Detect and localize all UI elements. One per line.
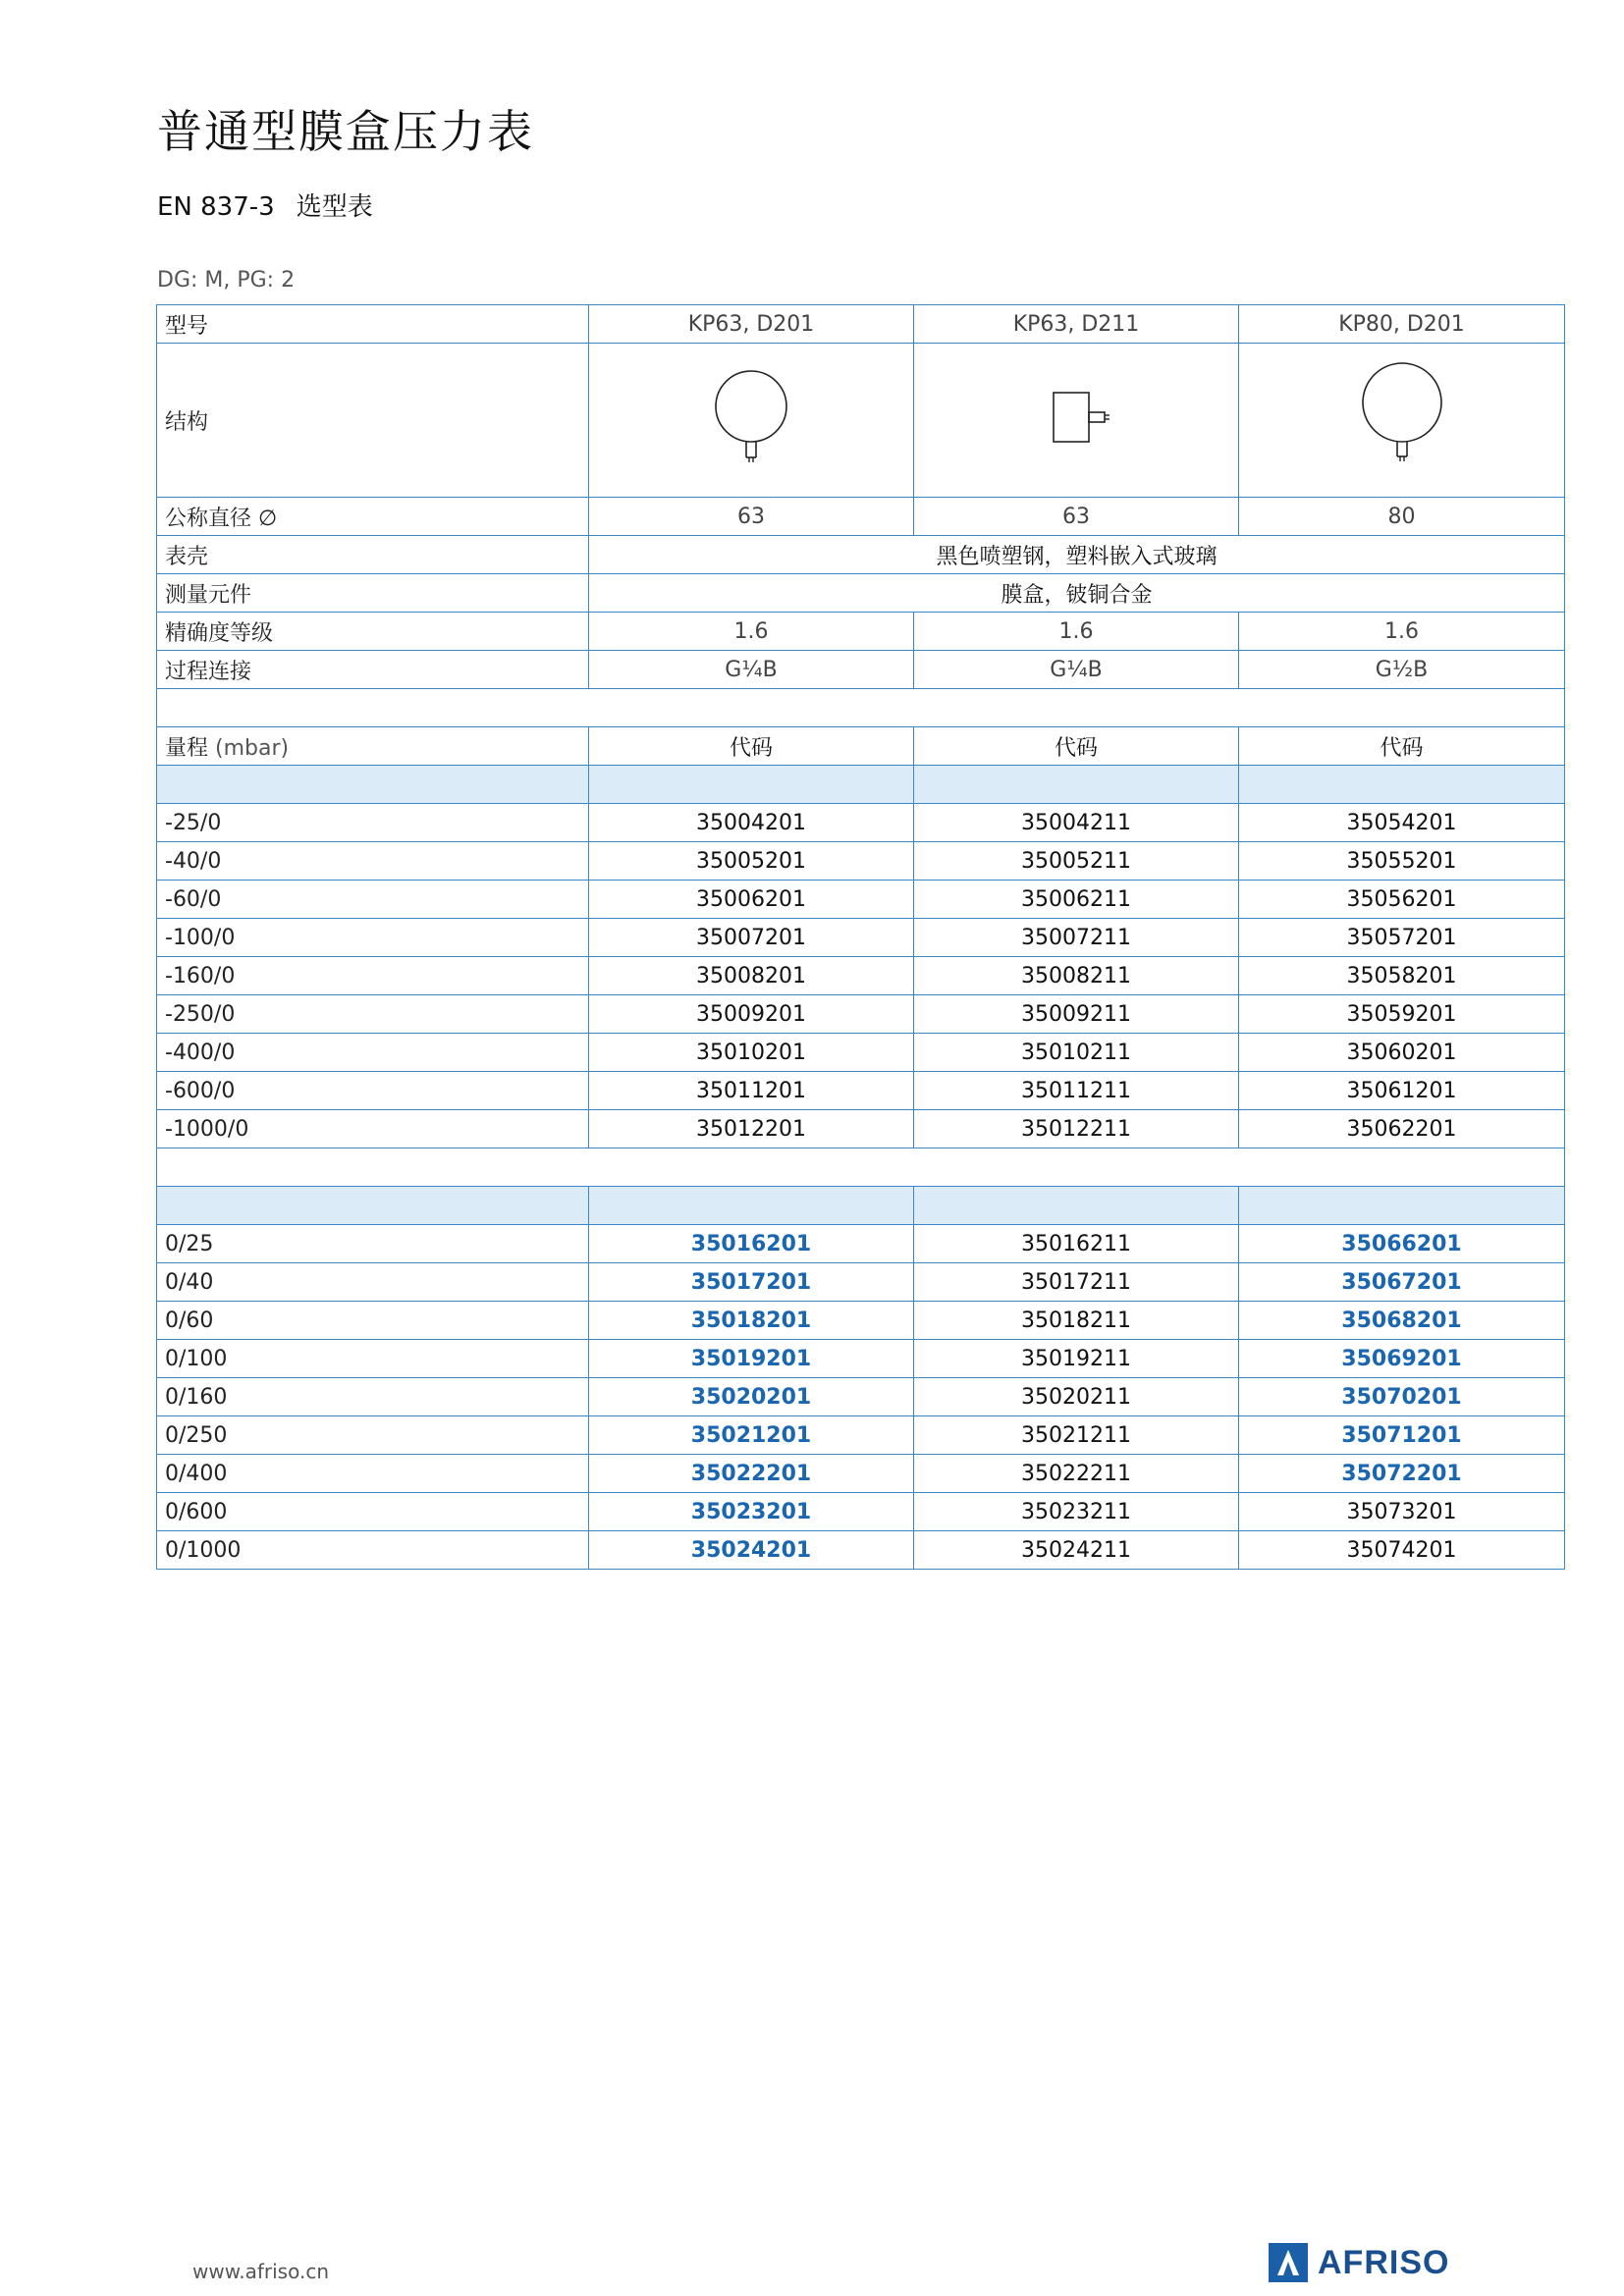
model-cell: KP63, D201 <box>589 305 914 344</box>
page-title: 普通型膜盒压力表 <box>157 105 534 158</box>
range-unit: (mbar) <box>215 735 290 761</box>
range-value: 0/600 <box>157 1493 589 1531</box>
range-row <box>157 881 1565 919</box>
product-code: 35073201 <box>1239 1493 1565 1531</box>
product-code: 35005211 <box>914 842 1239 881</box>
range-value: -40/0 <box>157 842 589 881</box>
range-value: 0/400 <box>157 1455 589 1493</box>
diameter-cell: 63 <box>589 498 914 536</box>
product-code: 35062201 <box>1239 1110 1565 1148</box>
product-code: 35017211 <box>914 1263 1239 1302</box>
product-code: 35010211 <box>914 1034 1239 1072</box>
product-code: 35019201 <box>589 1340 914 1378</box>
structure-cell <box>914 344 1239 498</box>
product-code: 35006211 <box>914 881 1239 919</box>
spacer-row <box>157 689 1565 727</box>
product-code: 35021201 <box>589 1416 914 1455</box>
range-value: 0/25 <box>157 1225 589 1263</box>
shade-cell <box>914 766 1239 804</box>
shade-cell <box>914 1187 1239 1225</box>
bottom-connection-gauge-icon <box>707 363 795 471</box>
product-code: 35011201 <box>589 1072 914 1110</box>
product-code: 35008201 <box>589 957 914 995</box>
section-shade-row <box>157 766 1565 804</box>
product-code: 35022211 <box>914 1455 1239 1493</box>
structure-row <box>157 344 1565 498</box>
range-value: -250/0 <box>157 995 589 1034</box>
product-code: 35054201 <box>1239 804 1565 842</box>
afriso-triangle-logo-icon <box>1269 2243 1308 2282</box>
case-row <box>157 536 1565 574</box>
product-code: 35057201 <box>1239 919 1565 957</box>
range-header-row <box>157 727 1565 766</box>
diameter-cell: 63 <box>914 498 1239 536</box>
range-value: -100/0 <box>157 919 589 957</box>
range-value: -1000/0 <box>157 1110 589 1148</box>
product-code: 35024201 <box>589 1531 914 1570</box>
section-shade-row <box>157 1187 1565 1225</box>
range-row <box>157 842 1565 881</box>
product-code: 35011211 <box>914 1072 1239 1110</box>
product-code: 35009201 <box>589 995 914 1034</box>
model-row <box>157 305 1565 344</box>
range-row <box>157 1378 1565 1416</box>
row-label: 公称直径 ∅ <box>157 498 589 536</box>
code-header: 代码 <box>589 727 914 766</box>
range-row <box>157 1034 1565 1072</box>
product-code: 35016201 <box>589 1225 914 1263</box>
spacer-cell <box>157 1148 1565 1187</box>
product-code: 35012201 <box>589 1110 914 1148</box>
product-code: 35024211 <box>914 1531 1239 1570</box>
product-code: 35020201 <box>589 1378 914 1416</box>
product-code: 35007201 <box>589 919 914 957</box>
meta-line: DG: M, PG: 2 <box>157 268 296 293</box>
range-row <box>157 1531 1565 1570</box>
product-code: 35058201 <box>1239 957 1565 995</box>
product-code: 35061201 <box>1239 1072 1565 1110</box>
range-row <box>157 1072 1565 1110</box>
diameter-row <box>157 498 1565 536</box>
case-value: 黑色喷塑钢，塑料嵌入式玻璃 <box>589 536 1565 574</box>
product-code: 35021211 <box>914 1416 1239 1455</box>
range-label: 量程 <box>165 735 209 761</box>
range-header-label <box>157 727 589 766</box>
element-row <box>157 574 1565 613</box>
range-value: 0/60 <box>157 1302 589 1340</box>
page-subtitle <box>157 187 373 223</box>
diameter-cell: 80 <box>1239 498 1565 536</box>
row-label: 过程连接 <box>157 651 589 689</box>
product-code: 35017201 <box>589 1263 914 1302</box>
range-value: 0/250 <box>157 1416 589 1455</box>
footer-url: www.afriso.cn <box>192 2260 330 2283</box>
range-row <box>157 957 1565 995</box>
connection-cell: G¼B <box>589 651 914 689</box>
product-code: 35009211 <box>914 995 1239 1034</box>
range-row <box>157 919 1565 957</box>
product-code: 35020211 <box>914 1378 1239 1416</box>
range-row <box>157 995 1565 1034</box>
structure-cell <box>589 344 914 498</box>
row-label: 表壳 <box>157 536 589 574</box>
back-connection-gauge-icon <box>1032 363 1120 471</box>
code-header: 代码 <box>914 727 1239 766</box>
product-code: 35070201 <box>1239 1378 1565 1416</box>
range-value: 0/40 <box>157 1263 589 1302</box>
range-value: 0/1000 <box>157 1531 589 1570</box>
product-code: 35019211 <box>914 1340 1239 1378</box>
shade-cell <box>1239 1187 1565 1225</box>
product-code: 35074201 <box>1239 1531 1565 1570</box>
product-code: 35022201 <box>589 1455 914 1493</box>
accuracy-cell: 1.6 <box>589 613 914 651</box>
product-code: 35067201 <box>1239 1263 1565 1302</box>
standard-label: EN 837-3 <box>157 192 275 222</box>
range-row <box>157 1302 1565 1340</box>
product-code: 35004211 <box>914 804 1239 842</box>
range-value: -160/0 <box>157 957 589 995</box>
accuracy-cell: 1.6 <box>1239 613 1565 651</box>
range-value: -60/0 <box>157 881 589 919</box>
structure-cell <box>1239 344 1565 498</box>
range-value: 0/160 <box>157 1378 589 1416</box>
range-row <box>157 1340 1565 1378</box>
product-code: 35056201 <box>1239 881 1565 919</box>
product-code: 35072201 <box>1239 1455 1565 1493</box>
range-row <box>157 1493 1565 1531</box>
row-label: 测量元件 <box>157 574 589 613</box>
shade-cell <box>1239 766 1565 804</box>
product-code: 35016211 <box>914 1225 1239 1263</box>
range-value: -400/0 <box>157 1034 589 1072</box>
product-code: 35004201 <box>589 804 914 842</box>
accuracy-cell: 1.6 <box>914 613 1239 651</box>
product-code: 35012211 <box>914 1110 1239 1148</box>
range-row <box>157 1263 1565 1302</box>
product-code: 35069201 <box>1239 1340 1565 1378</box>
element-value: 膜盒，铍铜合金 <box>589 574 1565 613</box>
bottom-connection-gauge-large-icon <box>1353 358 1451 476</box>
spacer-cell <box>157 689 1565 727</box>
afriso-logo <box>1269 2243 1449 2282</box>
product-code: 35059201 <box>1239 995 1565 1034</box>
product-code: 35023201 <box>589 1493 914 1531</box>
connection-cell: G½B <box>1239 651 1565 689</box>
shade-cell <box>589 766 914 804</box>
product-code: 35010201 <box>589 1034 914 1072</box>
model-cell: KP80, D201 <box>1239 305 1565 344</box>
product-code: 35008211 <box>914 957 1239 995</box>
selection-table <box>156 304 1565 1570</box>
code-header: 代码 <box>1239 727 1565 766</box>
range-row <box>157 1110 1565 1148</box>
product-code: 35071201 <box>1239 1416 1565 1455</box>
range-row <box>157 1455 1565 1493</box>
product-code: 35006201 <box>589 881 914 919</box>
shade-cell <box>157 766 589 804</box>
range-value: 0/100 <box>157 1340 589 1378</box>
range-row <box>157 1225 1565 1263</box>
row-label: 精确度等级 <box>157 613 589 651</box>
row-label: 结构 <box>157 344 589 498</box>
product-code: 35007211 <box>914 919 1239 957</box>
product-code: 35005201 <box>589 842 914 881</box>
range-value: -600/0 <box>157 1072 589 1110</box>
range-row <box>157 1416 1565 1455</box>
range-value: -25/0 <box>157 804 589 842</box>
shade-cell <box>589 1187 914 1225</box>
shade-cell <box>157 1187 589 1225</box>
range-row <box>157 804 1565 842</box>
accuracy-row <box>157 613 1565 651</box>
spacer-row <box>157 1148 1565 1187</box>
product-code: 35018211 <box>914 1302 1239 1340</box>
row-label: 型号 <box>157 305 589 344</box>
product-code: 35060201 <box>1239 1034 1565 1072</box>
product-code: 35066201 <box>1239 1225 1565 1263</box>
product-code: 35068201 <box>1239 1302 1565 1340</box>
connection-cell: G¼B <box>914 651 1239 689</box>
brand-name: AFRISO <box>1318 2243 1450 2281</box>
connection-row <box>157 651 1565 689</box>
selection-table-label: 选型表 <box>296 192 373 222</box>
product-code: 35018201 <box>589 1302 914 1340</box>
product-code: 35023211 <box>914 1493 1239 1531</box>
product-code: 35055201 <box>1239 842 1565 881</box>
model-cell: KP63, D211 <box>914 305 1239 344</box>
